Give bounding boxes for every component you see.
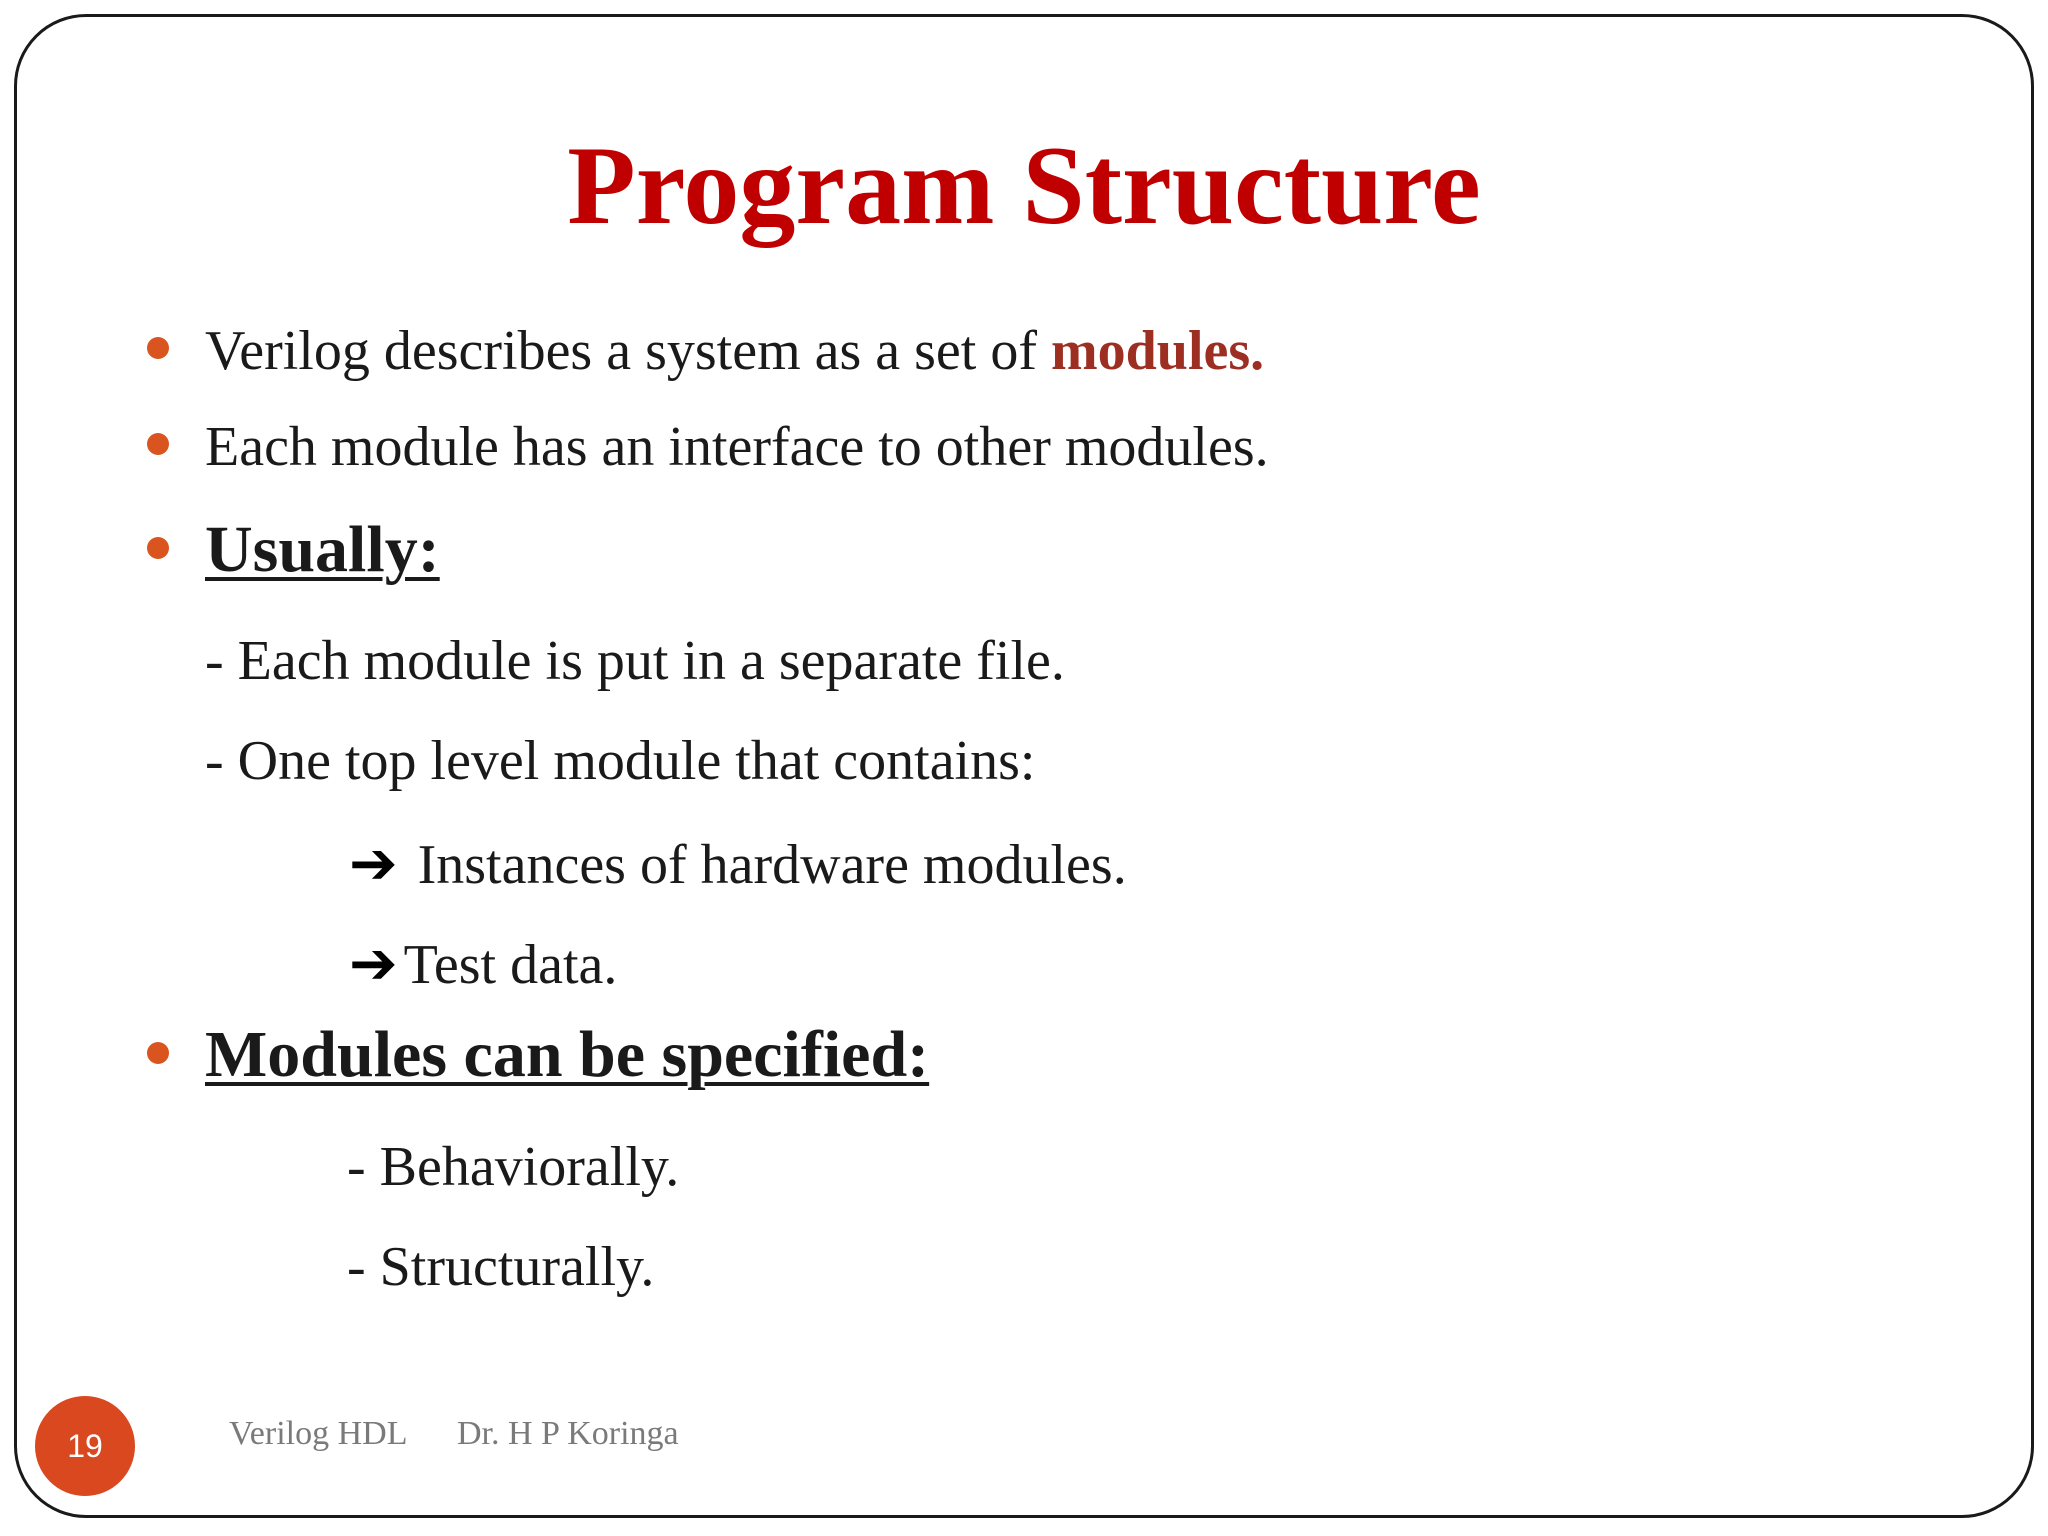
bullet-modules [205, 319, 1264, 383]
slide [14, 14, 2034, 1518]
bullet-dot [147, 1042, 169, 1064]
bullet-modules-specified: Modules can be specified: [205, 1018, 930, 1091]
sub-structurally: - Structurally. [347, 1236, 655, 1298]
arrow-instances [349, 829, 1127, 897]
arrow-test-data [349, 929, 617, 997]
sub-separate-file: - Each module is put in a separate file. [205, 630, 1065, 692]
arrow-right-icon: ➔ [349, 929, 398, 997]
slide-title: Program Structure [567, 124, 1481, 248]
bullet-modules-text: Verilog describes a system as a set of [205, 320, 1051, 382]
arrow-test-data-text: Test data. [403, 934, 618, 996]
sub-top-level: - One top level module that contains: [205, 730, 1036, 792]
bullet-interface: Each module has an interface to other modules. [205, 416, 1269, 478]
bullet-usually: Usually: [205, 513, 440, 586]
bullet-dot [147, 433, 169, 455]
arrow-instances-text: Instances of hardware modules. [403, 834, 1127, 896]
footer-course: Verilog HDL [229, 1415, 408, 1452]
sub-behaviorally: - Behaviorally. [347, 1136, 680, 1198]
bullet-dot [147, 537, 169, 559]
page-number-badge [35, 1396, 135, 1496]
modules-highlight: modules. [1051, 320, 1265, 382]
footer-author: Dr. H P Koringa [457, 1415, 679, 1452]
page-number: 19 [67, 1427, 103, 1464]
arrow-right-icon: ➔ [349, 829, 398, 897]
bullet-dot [147, 337, 169, 359]
